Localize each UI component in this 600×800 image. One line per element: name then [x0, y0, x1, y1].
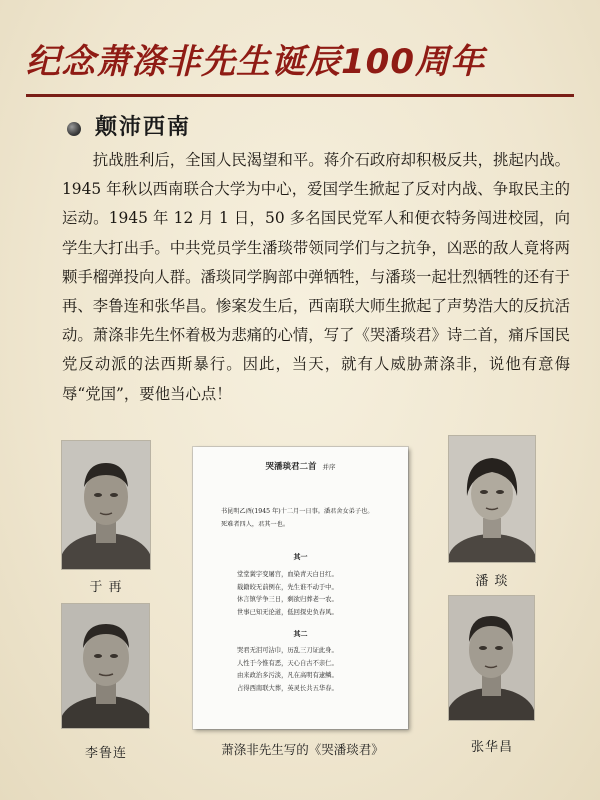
portrait-image: [62, 604, 149, 728]
portrait-photo-zhang-huachang: [449, 596, 534, 720]
poem-preface-line: 死难者四人，君其一也。: [221, 521, 290, 528]
poem-line: 世事已知无论道，低回探史负春风。: [237, 608, 338, 616]
portrait-photo-pan-yan: [449, 436, 535, 562]
portrait-photo-yu-zai: [62, 441, 150, 569]
poem-line: 由来政治多污淡，凡在高明有逮鳞。: [237, 672, 338, 679]
poem-line: 人性于今惟有恶，天心自古不亲仁。: [237, 659, 338, 667]
poem-line: 载籍皎无前例在，先生谁不动于中。: [237, 583, 338, 591]
poem-line: 休言镇学争三日，剩欲归葬老一农。: [237, 596, 338, 603]
portrait-image: [449, 596, 534, 720]
poem-stanza-2: [237, 645, 387, 695]
poem-line: 哭君无泪可沾巾，历乱三刀证此身。: [237, 647, 338, 654]
section-body-text: 抗战胜利后，全国人民渴望和平。蒋介石政府却积极反共，挑起内战。1945 年秋以西南联合大学为中心，爱国学生掀起了反对内战、争取民主的运动。1945 年 12 月 1 日，50 多名国民党军人和便衣特务闯进校园，向学生大打出手。中共党员学生潘琰带领同学们与之抗争，凶恶的敌人竟将两颗手榴弹投向人群。潘琰同学胸部中弹牺牲，与潘琰一起壮烈牺牲的还有于再、李鲁连和张华昌。惨案发生后，西南联大师生掀起了声势浩大的反抗活动。萧涤非先生怀着极为悲痛的心情，写了《哭潘琰君》诗二首，痛斥国民党反动派的法西斯暴行。因此，当天，就有人威胁萧涤非，说他有意侮辱“党国”，要他当心点！: [62, 151, 570, 403]
poem-page-image: [193, 447, 408, 729]
poem-line: 占得西南联大葬，英灵长共五华春。: [237, 684, 338, 692]
poem-part-heading: 其二: [293, 629, 308, 638]
poem-line: 堂堂黉宇变屠宫，血染青天白日红。: [237, 571, 338, 578]
poem-caption: 萧涤非先生写的《哭潘琰君》: [221, 742, 384, 757]
portrait-caption: 张华昌: [470, 740, 513, 755]
page-title: 纪念萧涤非先生诞辰100周年: [26, 42, 485, 82]
title-divider: [26, 94, 574, 97]
bullet-icon: [67, 122, 81, 136]
poem-preface-line: 书昆明乙酉(1945 年)十二月一日事。潘君舍女弟子也。: [221, 508, 374, 515]
poem-part-heading: 其一: [293, 552, 308, 561]
portrait-caption: 潘 琰: [475, 574, 509, 589]
poem-title-text: 哭潘琰君二首: [265, 462, 317, 472]
portrait-image: [62, 441, 150, 569]
poem-preface: [221, 505, 391, 531]
poem-title: [193, 460, 408, 472]
section-heading: 颠沛西南: [95, 115, 192, 140]
portrait-caption: 李鲁连: [84, 746, 127, 761]
poem-stanza-1: [237, 569, 387, 619]
poem-title-note: 并序: [322, 463, 336, 471]
portrait-caption: 于 再: [89, 580, 123, 595]
portrait-image: [449, 436, 535, 562]
portrait-photo-li-lulian: [62, 604, 149, 728]
